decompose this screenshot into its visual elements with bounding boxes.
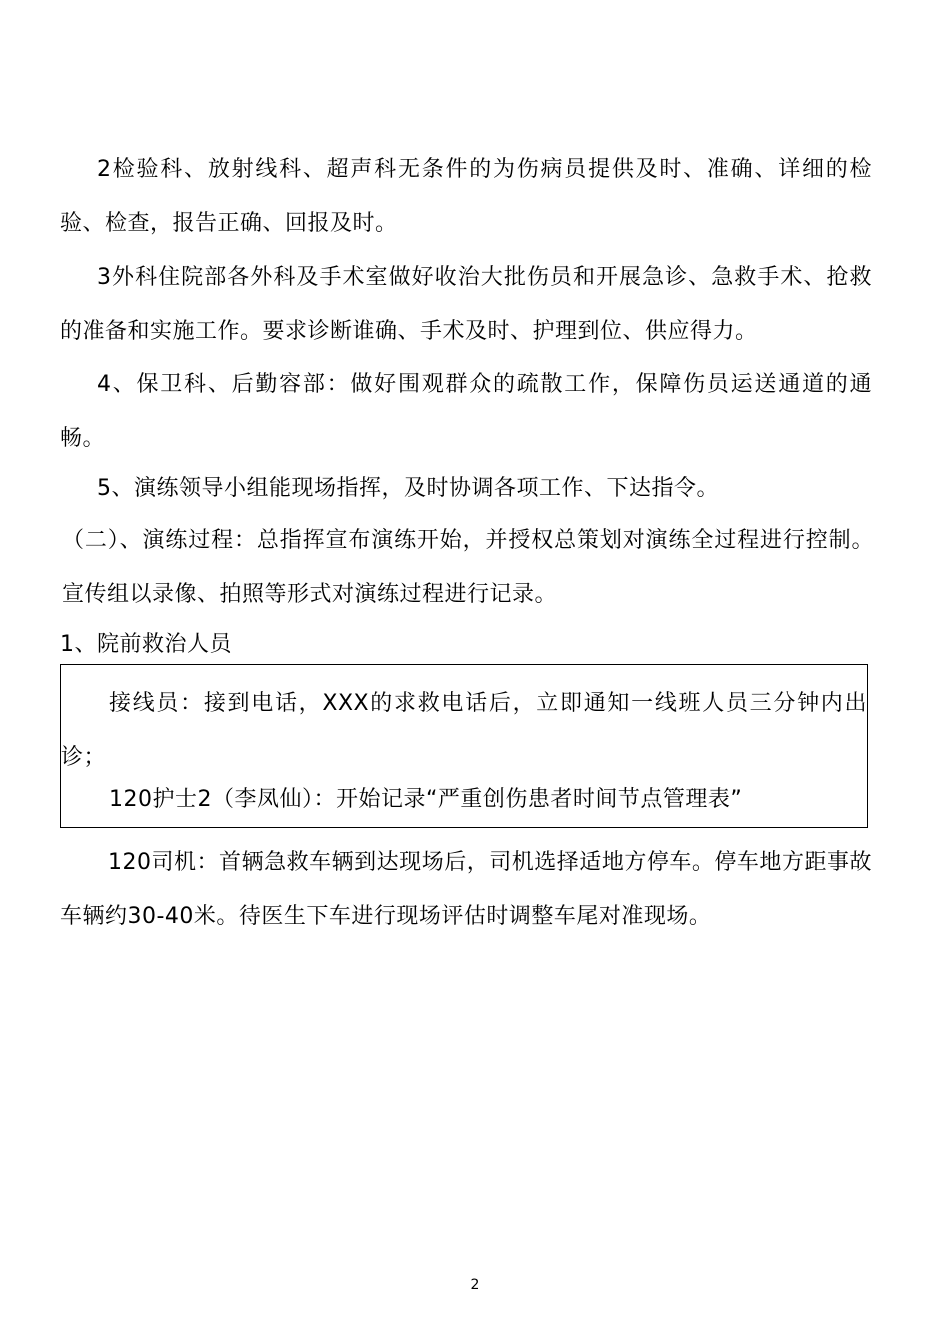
- paragraph-surgery: 3外科住院部各外科及手术室做好收治大批伤员和开展急诊、急救手术、抢救的准备和实施工作。要求诊断谁确、手术及时、护理到位、供应得力。: [60, 265, 872, 344]
- paragraph-lab-radiology: 2检验科、放射线科、超声科无条件的为伤病员提供及时、准确、详细的检验、检查，报告正确、回报及时。: [60, 157, 872, 236]
- box-line-operator: 接线员：接到电话，XXX的求救电话后，立即通知一线班人员三分钟内出诊；: [61, 691, 867, 770]
- section-heading-prehospital: 1、院前救治人员: [60, 632, 232, 657]
- paragraph-security-logistics: 4、保卫科、后勤容部：做好围观群众的疏散工作，保障伤员运送通道的通畅。: [60, 372, 872, 451]
- paragraph-leadership: 5、演练领导小组能现场指挥，及时协调各项工作、下达指令。: [97, 476, 719, 501]
- prehospital-box: [60, 664, 868, 828]
- paragraph-driver: 120司机：首辆急救车辆到达现场后，司机选择适地方停车。停车地方距事故车辆约30-40米。待医生下车进行现场评估时调整车尾对准现场。: [60, 850, 872, 929]
- page-number: 2: [470, 1277, 480, 1293]
- paragraph-drill-process: （二）、演练过程：总指挥宣布演练开始，并授权总策划对演练全过程进行控制。宣传组以录像、拍照等形式对演练过程进行记录。: [62, 528, 874, 607]
- box-line-nurse: 120护士2（李凤仙）：开始记录“严重创伤患者时间节点管理表”: [109, 787, 743, 812]
